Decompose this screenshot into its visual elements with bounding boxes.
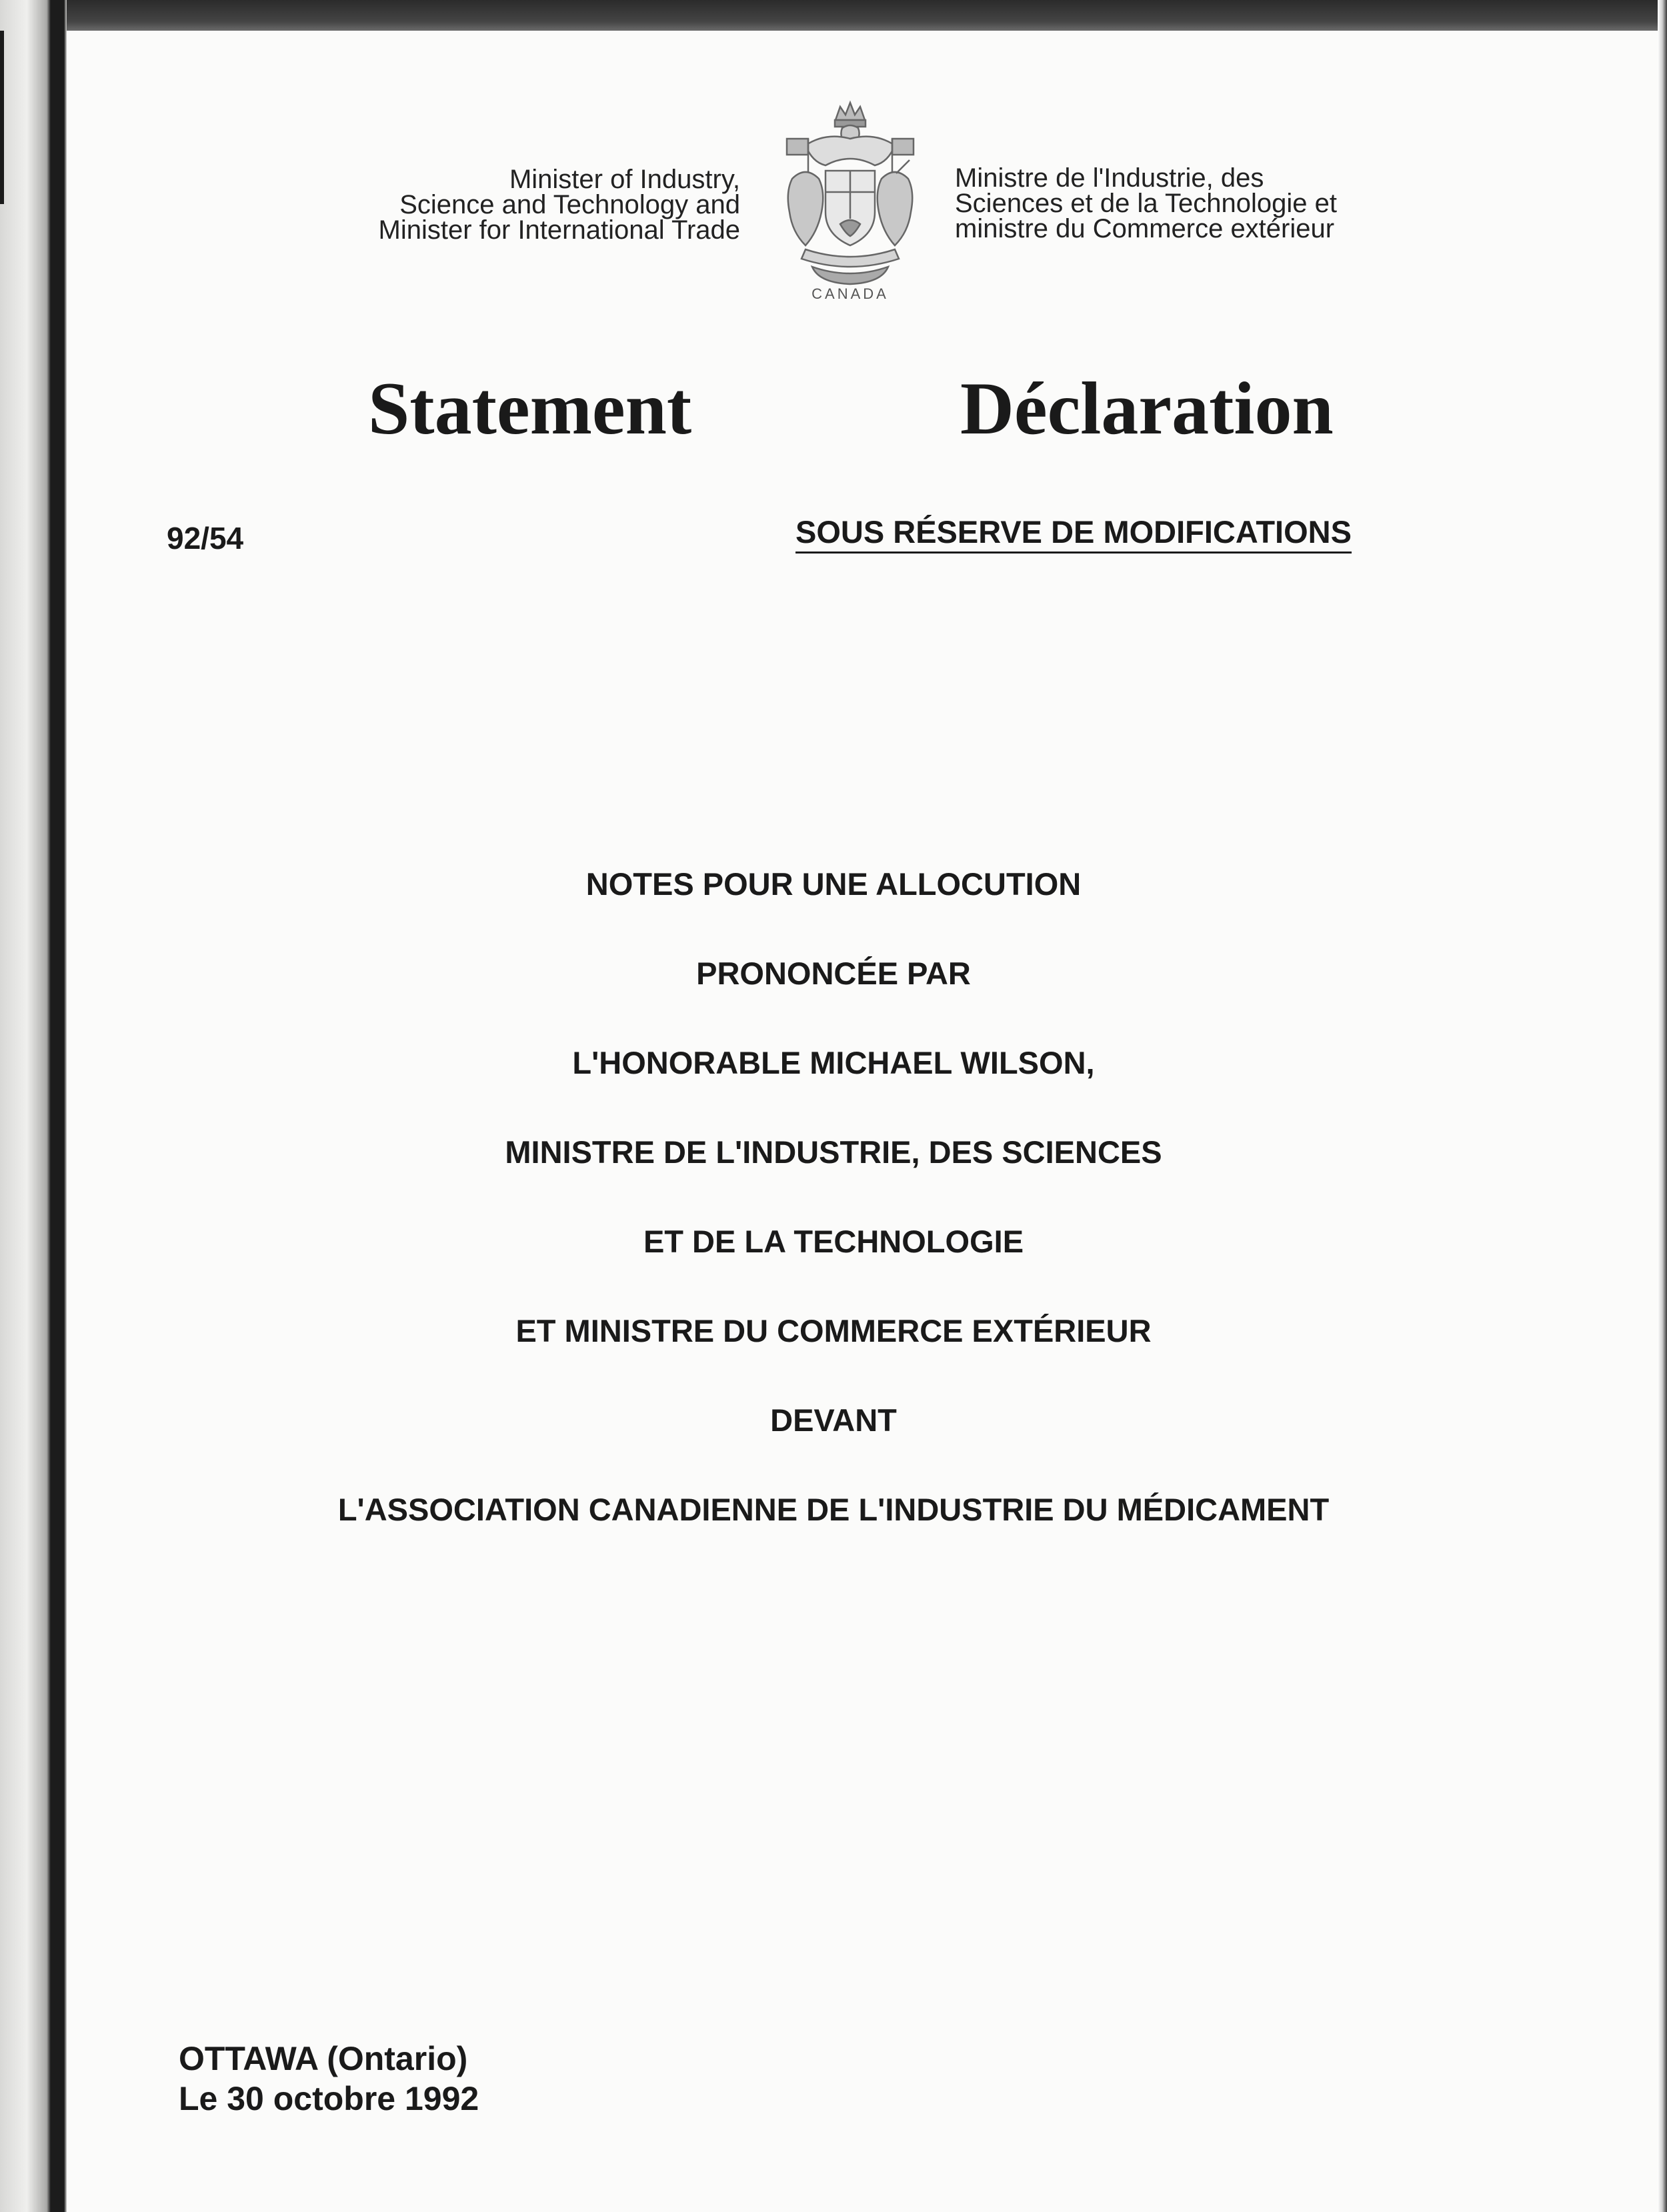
title-english: Statement (368, 367, 692, 450)
title-french: Déclaration (960, 367, 1334, 450)
notes-line: MINISTRE DE L'INDUSTRIE, DES SCIENCES (505, 1134, 1162, 1170)
crest-label: CANADA (811, 285, 889, 302)
notes-line: L'HONORABLE MICHAEL WILSON, (572, 1045, 1095, 1080)
notes-line: ET MINISTRE DU COMMERCE EXTÉRIEUR (515, 1313, 1152, 1348)
header-english (253, 167, 740, 243)
speech-notes-heading (100, 866, 1567, 1580)
header-english-line: Minister for International Trade (378, 215, 740, 245)
header-french (955, 165, 1462, 241)
header-french-line: Sciences et de la Technologie et (955, 189, 1337, 218)
notes-line: L'ASSOCIATION CANADIENNE DE L'INDUSTRIE DU MÉDICAMENT (337, 1492, 1330, 1527)
notes-line: ET DE LA TECHNOLOGIE (643, 1224, 1024, 1259)
scan-edge-mark (0, 31, 4, 204)
location-date: Le 30 octobre 1992 (179, 2080, 479, 2117)
location-place: OTTAWA (Ontario) (179, 2040, 468, 2077)
notes-line: PRONONCÉE PAR (696, 956, 971, 991)
header-english-line: Science and Technology and (399, 190, 740, 219)
scan-border-left (0, 0, 67, 2212)
header-english-line: Minister of Industry, (509, 165, 740, 194)
notes-line: NOTES POUR UNE ALLOCUTION (585, 866, 1082, 902)
notes-line: DEVANT (770, 1402, 897, 1438)
scan-border-right (1658, 0, 1667, 2212)
coat-of-arms-icon (779, 99, 922, 296)
reference-number: 92/54 (167, 521, 244, 556)
embargo-notice: SOUS RÉSERVE DE MODIFICATIONS (795, 513, 1352, 554)
header-french-line: ministre du Commerce extérieur (955, 214, 1335, 243)
header-french-line: Ministre de l'Industrie, des (955, 163, 1264, 193)
scan-border-top (0, 0, 1667, 31)
